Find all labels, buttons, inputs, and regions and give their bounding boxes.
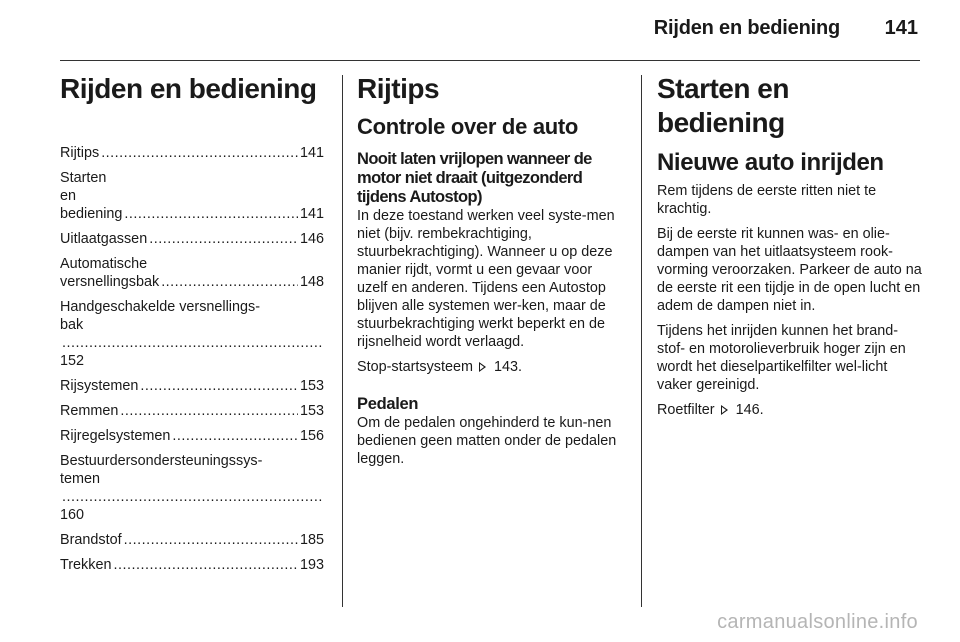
toc-page: 193 <box>299 557 324 573</box>
toc-label: Brandstof <box>60 532 122 548</box>
toc-item-trekken[interactable] <box>60 556 324 574</box>
xref-page: 146. <box>735 402 764 418</box>
toc-item-rijsystemen[interactable] <box>60 377 324 395</box>
body-paragraph-2: Bij de eerste rit kunnen was- en olie-dampen van het uitlaatsysteem rook-vorming veroorzaken. Parkeer de auto na de eerste rit een tijdje in de open lucht en adem de dampen niet in. <box>657 226 922 314</box>
toc-page: 141 <box>299 145 324 161</box>
reference-arrow-icon <box>479 362 486 372</box>
toc-item-bestuurdersondersteuning[interactable] <box>60 452 324 524</box>
reference-arrow-icon <box>721 405 728 415</box>
toc-item-remmen[interactable] <box>60 402 324 420</box>
table-of-contents <box>60 144 324 574</box>
column-rijtips <box>357 72 623 475</box>
toc-page: 156 <box>299 428 324 444</box>
toc-item-automatische-versnellingsbak[interactable] <box>60 255 324 291</box>
toc-page: 185 <box>299 532 324 548</box>
column-toc <box>60 72 324 581</box>
toc-label: Starten en bediening <box>60 170 123 222</box>
chapter-title: Rijden en bediening <box>60 73 317 104</box>
toc-label: Remmen <box>60 403 119 419</box>
toc-leader <box>101 144 298 162</box>
toc-label: Uitlaatgassen <box>60 231 148 247</box>
page-number: 141 <box>884 17 918 39</box>
header-rule <box>60 60 920 61</box>
toc-label: Rijregelsystemen <box>60 428 171 444</box>
toc-leader <box>161 273 298 291</box>
toc-leader <box>124 531 298 549</box>
toc-label: Automatische versnellingsbak <box>60 256 160 290</box>
section-title: Starten en bediening <box>657 73 789 138</box>
body-paragraph-1: Rem tijdens de eerste ritten niet te krachtig. <box>657 183 877 217</box>
toc-label: Trekken <box>60 557 112 573</box>
toc-label: Rijsystemen <box>60 378 139 394</box>
toc-page: 153 <box>299 378 324 394</box>
toc-page: 153 <box>299 403 324 419</box>
xref-page: 143. <box>493 359 522 375</box>
toc-label: temen <box>60 471 100 487</box>
toc-item-uitlaatgassen[interactable] <box>60 230 324 248</box>
toc-leader <box>172 427 298 445</box>
toc-leader <box>140 377 298 395</box>
toc-leader <box>124 205 298 223</box>
toc-item-handgeschakelde[interactable] <box>60 298 324 370</box>
toc-label-line1: Bestuurdersondersteuningssys- <box>60 453 263 469</box>
toc-leader <box>62 488 322 506</box>
column-divider-1 <box>342 75 343 607</box>
toc-page: 141 <box>299 206 324 222</box>
column-starten <box>657 72 923 426</box>
toc-item-rijregelsystemen[interactable] <box>60 427 324 445</box>
toc-leader <box>62 334 322 352</box>
watermark: carmanualsonline.info <box>717 611 918 633</box>
xref-text: Roetfilter <box>657 402 715 418</box>
toc-page: 148 <box>299 274 324 290</box>
toc-leader <box>149 230 298 248</box>
toc-item-starten[interactable] <box>60 169 324 223</box>
toc-label: Rijtips <box>60 145 100 161</box>
toc-label-line1: Handgeschakelde versnellings- <box>60 299 260 315</box>
column-divider-2 <box>641 75 642 607</box>
toc-leader <box>113 556 298 574</box>
pedals-paragraph: Om de pedalen ongehinderd te kun-nen bedienen geen matten onder de pedalen leggen. <box>357 415 617 467</box>
toc-page: 146 <box>299 231 324 247</box>
section-title: Rijtips <box>357 73 440 104</box>
toc-item-rijtips[interactable] <box>60 144 324 162</box>
toc-page: 152 <box>60 353 85 369</box>
body-paragraph-3: Tijdens het inrijden kunnen het brand-stof- en motorolieverbruik hoger zijn en wordt het dieselpartikelfilter wel-licht vaker gereinigd. <box>657 323 906 393</box>
body-paragraph: In deze toestand werken veel syste-men niet (bijv. rembekrachtiging, stuurbekrachtiging). Wanneer u op deze manier rijdt, vormt u een gevaar voor uzelf en anderen. Tijdens een Autostop blijven alle systemen wer-ken, maar de stuurbekrachtiging werkt beperkt en de rijsnelheid wordt verlaagd. <box>357 208 615 350</box>
subsection-title: Controle over de auto <box>357 114 579 139</box>
toc-label: bak <box>60 317 84 333</box>
toc-item-brandstof[interactable] <box>60 531 324 549</box>
running-header-title: Rijden en bediening <box>653 17 840 39</box>
subsection-title: Nieuwe auto inrijden <box>657 149 884 176</box>
pedals-title: Pedalen <box>357 395 419 413</box>
toc-page: 160 <box>60 507 85 523</box>
xref-text: Stop-startsysteem <box>357 359 473 375</box>
cross-reference[interactable] <box>357 358 623 376</box>
minor-title: Nooit laten vrijlopen wanneer de motor niet draait (uitgezonderd tijdens Autostop) <box>357 150 592 206</box>
toc-leader <box>120 402 298 420</box>
cross-reference[interactable] <box>657 401 923 419</box>
